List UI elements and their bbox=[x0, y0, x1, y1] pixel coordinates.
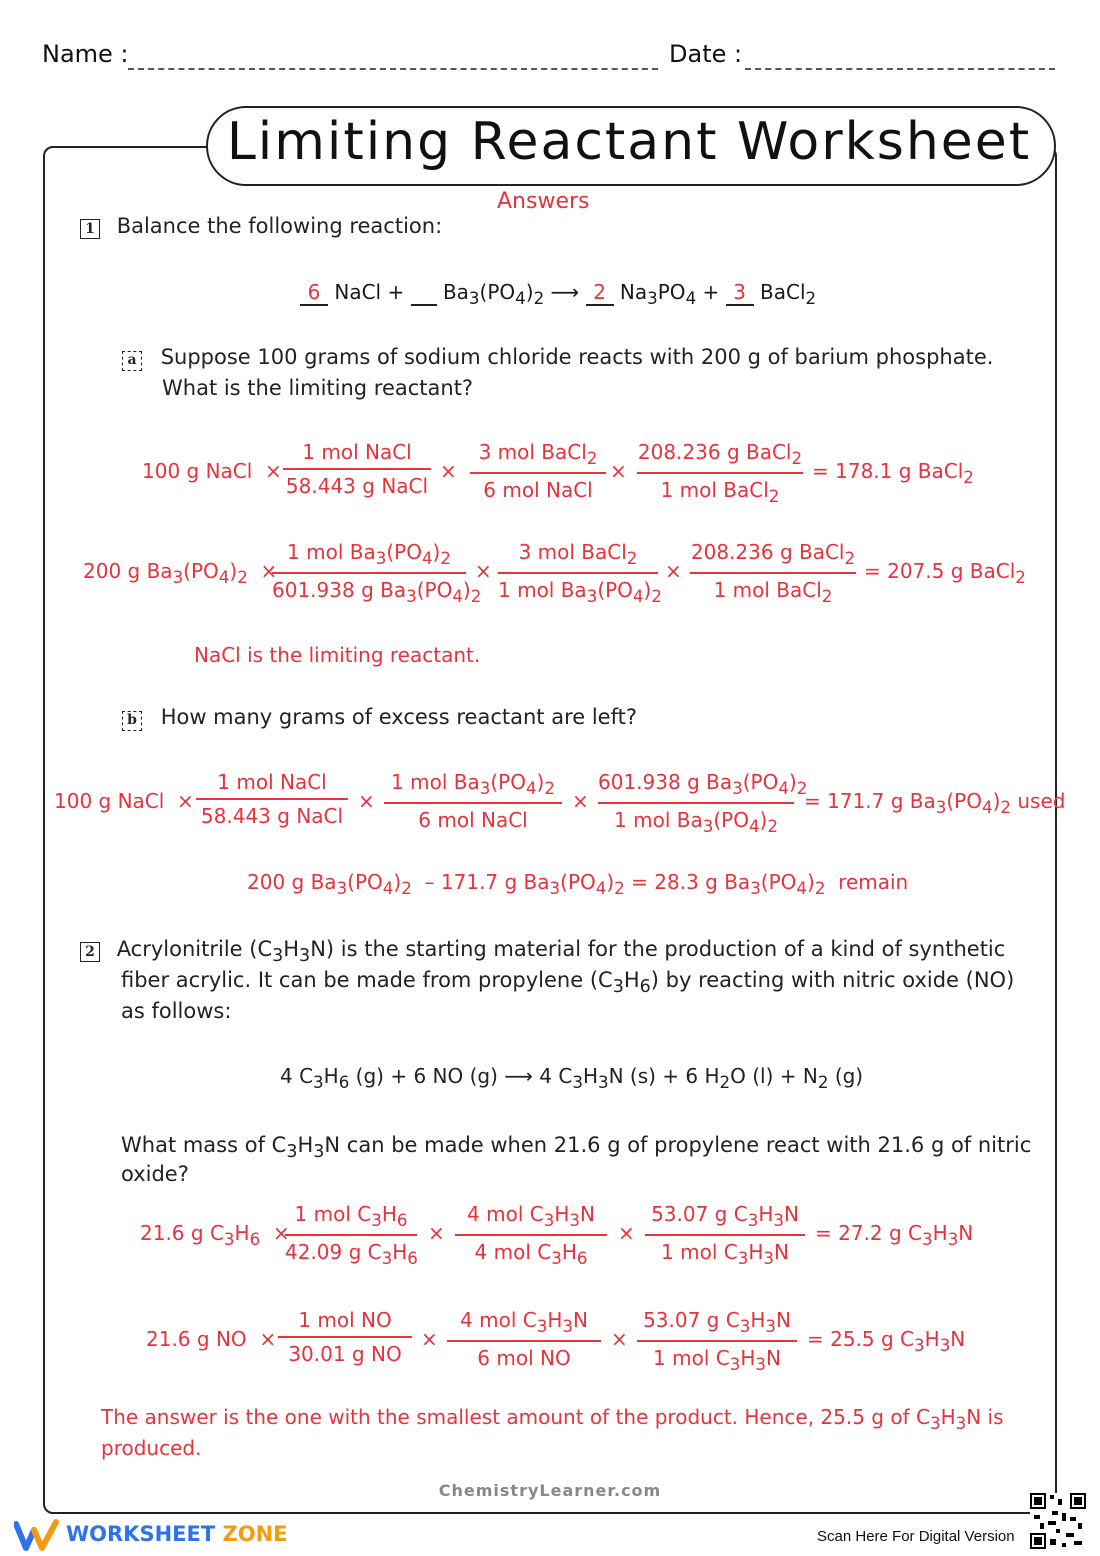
fraction: 1 mol NO 30.01 g NO bbox=[278, 1308, 412, 1366]
fraction: 1 mol NaCl 58.443 g NaCl bbox=[283, 440, 431, 498]
bacl2-term: BaCl$_2$ bbox=[760, 280, 817, 308]
fraction: 3 mol BaCl$_2$ 1 mol $Ba_3(PO_4)_2$ bbox=[498, 540, 662, 606]
calc-2-2-result: = 25.5 g $C_3H_3N$ bbox=[807, 1327, 966, 1355]
fraction: 208.236 g BaCl$_2$ 1 mol BaCl$_2$ bbox=[690, 540, 856, 606]
question-1-prompt: Balance the following reaction: bbox=[116, 214, 443, 238]
question-1a bbox=[122, 345, 993, 371]
worksheetzone-logo[interactable] bbox=[14, 1518, 288, 1552]
date-field[interactable] bbox=[745, 68, 1055, 70]
times-sign: × bbox=[358, 789, 375, 813]
calc-1a-result: = 178.1 g BaCl$_2$ bbox=[812, 459, 974, 487]
limiting-conclusion: NaCl is the limiting reactant. bbox=[194, 643, 481, 667]
coef-bacl2: 3 bbox=[726, 280, 754, 306]
coef-nacl: 6 bbox=[300, 280, 328, 306]
fraction: 4 mol $C_3H_3N$ 4 mol $C_3H_6$ bbox=[455, 1202, 607, 1268]
page-title: Limiting Reactant Worksheet bbox=[226, 112, 1032, 172]
calc-2-1-result: = 27.2 g $C_3H_3N$ bbox=[815, 1221, 974, 1249]
fraction: 1 mol $Ba_3(PO_4)_2$ 6 mol NaCl bbox=[384, 770, 562, 832]
coef-ba3po42 bbox=[411, 280, 437, 306]
nacl-term: NaCl + bbox=[334, 280, 405, 304]
qr-code-icon[interactable] bbox=[1030, 1493, 1086, 1549]
question-2-ask: What mass of $C_3H_3N$ can be made when 21.6 g of propylene react with 21.6 g of nitric oxide? bbox=[121, 1133, 1032, 1187]
date-label: Date : bbox=[669, 40, 743, 68]
brand-name: WORKSHEET ZONE bbox=[66, 1522, 288, 1546]
worksheetzone-logo-icon bbox=[14, 1518, 60, 1552]
name-label: Name : bbox=[42, 40, 129, 68]
final-answer-line-2: produced. bbox=[101, 1436, 202, 1460]
scan-label: Scan Here For Digital Version bbox=[817, 1528, 1015, 1545]
times-sign: × bbox=[428, 1221, 445, 1245]
fraction: 4 mol $C_3H_3N$ 6 mol NO bbox=[447, 1308, 601, 1370]
calc-2-1-start: 21.6 g $C_3H_6$ × bbox=[140, 1221, 290, 1249]
fraction: 601.938 g $Ba_3(PO_4)_2$ 1 mol $Ba_3(PO_4)_2$ bbox=[598, 770, 808, 836]
times-sign: × bbox=[665, 559, 682, 583]
question-1b bbox=[122, 705, 637, 731]
question-2 bbox=[80, 937, 1005, 966]
calc-2-2-start: 21.6 g NO × bbox=[146, 1327, 277, 1351]
calc-1a2-start: 200 g $Ba_3(PO_4)_2$ × bbox=[83, 559, 278, 587]
plus-sign: + bbox=[702, 280, 720, 304]
reaction-equation: 4 $C_3H_6$ (g) + 6 NO (g) ⟶ 4 $C_3H_3N$ (s) + 6 $H_2O$ $(l) + N_2$ (g) bbox=[280, 1064, 864, 1092]
calc-1a-start: 100 g NaCl × bbox=[142, 459, 282, 483]
fraction: 1 mol $Ba_3(PO_4)_2$ 601.938 g $Ba_3(PO_4)_2$ bbox=[272, 540, 482, 606]
final-answer-line-1: The answer is the one with the smallest amount of the product. Hence, 25.5 g of $C_3H_3N$ is bbox=[101, 1405, 1004, 1433]
fraction: 53.07 g $C_3H_3N$ 1 mol $C_3H_3N$ bbox=[645, 1202, 805, 1268]
calc-1b-start: 100 g NaCl × bbox=[54, 789, 194, 813]
answers-label: Answers bbox=[497, 189, 590, 214]
question-1b-text: How many grams of excess reactant are left? bbox=[160, 705, 637, 729]
letter-b-badge: b bbox=[122, 711, 142, 731]
question-2-line-3: as follows: bbox=[121, 999, 232, 1023]
fraction: 53.07 g $C_3H_3N$ 1 mol $C_3H_3N$ bbox=[637, 1308, 797, 1374]
question-number-2: 2 bbox=[80, 942, 100, 962]
times-sign: × bbox=[618, 1221, 635, 1245]
times-sign: × bbox=[440, 459, 457, 483]
times-sign: × bbox=[572, 789, 589, 813]
question-2-line-1: Acrylonitrile $(C_3H_3N)$ is the starting material for the production of a kind of synthetic bbox=[116, 937, 1006, 967]
fraction: 1 mol NaCl 58.443 g NaCl bbox=[196, 770, 348, 828]
balance-equation bbox=[300, 280, 816, 308]
question-1a-text: Suppose 100 grams of sodium chloride reacts with 200 g of barium phosphate. bbox=[160, 345, 994, 369]
coef-na3po4: 2 bbox=[586, 280, 614, 306]
times-sign: × bbox=[421, 1327, 438, 1351]
times-sign: × bbox=[475, 559, 492, 583]
question-1a-text-2: What is the limiting reactant? bbox=[162, 376, 474, 400]
name-field[interactable] bbox=[128, 68, 658, 70]
fraction: 208.236 g BaCl$_2$ 1 mol BaCl$_2$ bbox=[637, 440, 803, 506]
calc-1a2-result: = 207.5 g BaCl$_2$ bbox=[864, 559, 1026, 587]
question-2-line-2: fiber acrylic. It can be made from propylene $(C_3H_6)$ by reacting with nitric oxide (NO) bbox=[121, 968, 1015, 998]
ba3po42-term: $Ba_3(PO_4)_2$ bbox=[442, 280, 545, 308]
calc-1b-result: = 171.7 g $Ba_3(PO_4)_2$ used bbox=[804, 789, 1066, 817]
arrow-icon: ⟶ bbox=[550, 280, 580, 304]
excess-remaining: 200 g $Ba_3(PO_4)_2 - 171.7$ g $Ba_3(PO_4)_2 = 28.3$ g $Ba_3(PO_4)_2$ remain bbox=[247, 870, 909, 898]
credit-text: ChemistryLearner.com bbox=[438, 1481, 662, 1500]
times-sign: × bbox=[610, 459, 627, 483]
times-sign: × bbox=[611, 1327, 628, 1351]
fraction: 1 mol $C_3H_6$ 42.09 g $C_3H_6$ bbox=[285, 1202, 418, 1268]
na3po4-term: $Na_3PO_4$ bbox=[619, 280, 697, 308]
letter-a-badge: a bbox=[122, 351, 142, 371]
fraction: 3 mol BaCl$_2$ 6 mol NaCl bbox=[470, 440, 606, 502]
question-number-1: 1 bbox=[80, 219, 100, 239]
question-1 bbox=[80, 214, 442, 239]
